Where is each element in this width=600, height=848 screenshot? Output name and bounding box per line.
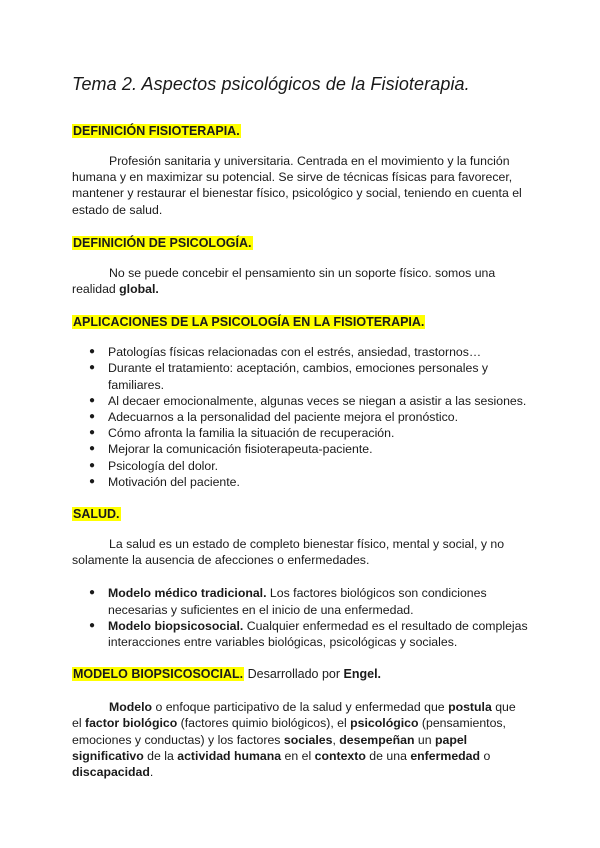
bold-text: enfermedad — [410, 748, 481, 763]
list-item — [72, 585, 528, 617]
paragraph: Profesión sanitaria y universitaria. Centrada en el movimiento y la función humana y en maximizar su potencial. Se sirve de técnicas físicas para favorecer, mantener y restaurar el bienestar físico, psicológico y social, teniendo en cuenta el estado de salud. — [72, 154, 522, 217]
section-psicologia — [72, 235, 528, 297]
bullet-icon: ● — [89, 411, 96, 423]
list-item — [72, 618, 528, 650]
highlight: MODELO BIOPSICOSOCIAL. — [73, 667, 244, 682]
list-item-text: Motivación del paciente. — [108, 474, 240, 489]
bullet-icon: ● — [89, 475, 96, 487]
text-run: Los factores biológicos son condiciones necesarias y suficientes en el inicio de una enfermedad. — [108, 586, 487, 617]
bold-text: factor biológico — [85, 716, 178, 731]
text-run: en el — [281, 748, 315, 763]
bold-text: Modelo biopsicosocial. — [108, 618, 244, 633]
list-item — [72, 474, 528, 490]
highlight: DEFINICIÓN FISIOTERAPIA. — [73, 124, 240, 138]
bold-text: postula — [448, 700, 492, 715]
bold-text: psicológico — [350, 716, 419, 731]
list-item-text: Al decaer emocionalmente, algunas veces se niegan a asistir a las sesiones. — [108, 393, 527, 408]
section-aplicaciones — [72, 314, 528, 490]
bullet-icon: ● — [89, 427, 96, 439]
text-run: o — [480, 748, 491, 763]
list-item — [72, 393, 528, 409]
text-run: . — [149, 765, 154, 780]
highlight: DEFINICIÓN DE PSICOLOGÍA. — [73, 235, 252, 250]
section-fisioterapia — [72, 123, 528, 218]
document-title: Tema 2. Aspectos psicológicos de la Fisioterapia. — [72, 74, 470, 94]
section-salud — [72, 506, 528, 650]
list-item — [72, 425, 528, 441]
bold-text: papel significativo — [72, 732, 468, 763]
text-run: o enfoque participativo de la salud y enfermedad que — [152, 700, 449, 715]
bullet-icon: ● — [89, 362, 96, 374]
bullet-icon: ● — [89, 619, 96, 631]
text-run: (factores quimio biológicos), el — [177, 716, 351, 731]
bullet-icon: ● — [89, 587, 96, 599]
bullet-icon: ● — [89, 443, 96, 455]
list-item — [72, 441, 528, 457]
bold-text: Modelo — [109, 700, 153, 715]
list-item-text: Patologías físicas relacionadas con el estrés, ansiedad, trastornos… — [108, 345, 482, 360]
list-item-text: Mejorar la comunicación fisioterapeuta-paciente. — [108, 442, 373, 457]
text-run: (pensamientos, emociones y conductas) y los factores — [72, 716, 506, 747]
paragraph — [72, 265, 528, 297]
list-item — [72, 360, 528, 392]
bullet-list — [72, 344, 528, 490]
text-run: No se puede concebir el pensamiento sin un soporte físico. somos una realidad — [72, 265, 496, 297]
bold-text: Engel. — [343, 667, 382, 682]
section-heading — [72, 314, 528, 330]
section-heading — [72, 506, 528, 522]
text-run: , — [332, 732, 340, 747]
bold-text: sociales — [283, 732, 333, 747]
bold-text: contexto — [314, 748, 366, 763]
text-run: de una — [365, 748, 411, 763]
list-item-text: Adecuarnos a la personalidad del paciente mejora el pronóstico. — [108, 410, 458, 425]
paragraph: La salud es un estado de completo bienestar físico, mental y social, y no solamente la ausencia de afecciones o enfermedades. — [72, 537, 505, 568]
bold-text: actividad humana — [177, 748, 282, 763]
bold-text: discapacidad — [72, 765, 150, 780]
text-run: Cualquier enfermedad es el resultado de complejas interacciones entre variables biológicas, psicológicas y sociales. — [108, 618, 528, 650]
text-run: Desarrollado por — [244, 667, 344, 682]
text-run: un — [414, 732, 435, 747]
list-item-text: Psicología del dolor. — [108, 458, 219, 473]
bold-text: Modelo médico tradicional. — [108, 586, 267, 601]
highlight: SALUD. — [73, 507, 120, 522]
highlight: APLICACIONES DE LA PSICOLOGÍA EN LA FISIOTERAPIA. — [73, 315, 425, 330]
bullet-icon: ● — [89, 459, 96, 471]
list-item-text: Durante el tratamiento: aceptación, cambios, emociones personales y familiares. — [108, 361, 489, 392]
list-item — [72, 344, 528, 360]
section-heading — [72, 123, 528, 139]
list-item — [72, 458, 528, 474]
list-item — [72, 409, 528, 425]
text-run: de la — [143, 748, 178, 763]
paragraph — [72, 699, 528, 780]
bold-text: desempeñan — [339, 732, 415, 747]
bold-text: global. — [119, 282, 159, 297]
bullet-icon: ● — [89, 346, 96, 358]
list-item-text: Cómo afronta la familia la situación de recuperación. — [108, 426, 395, 441]
section-heading — [72, 235, 528, 251]
section-heading — [72, 666, 528, 682]
text-run: que el — [72, 700, 516, 731]
model-list — [72, 585, 528, 650]
section-biopsicosocial — [72, 666, 528, 780]
bullet-icon: ● — [89, 394, 96, 406]
